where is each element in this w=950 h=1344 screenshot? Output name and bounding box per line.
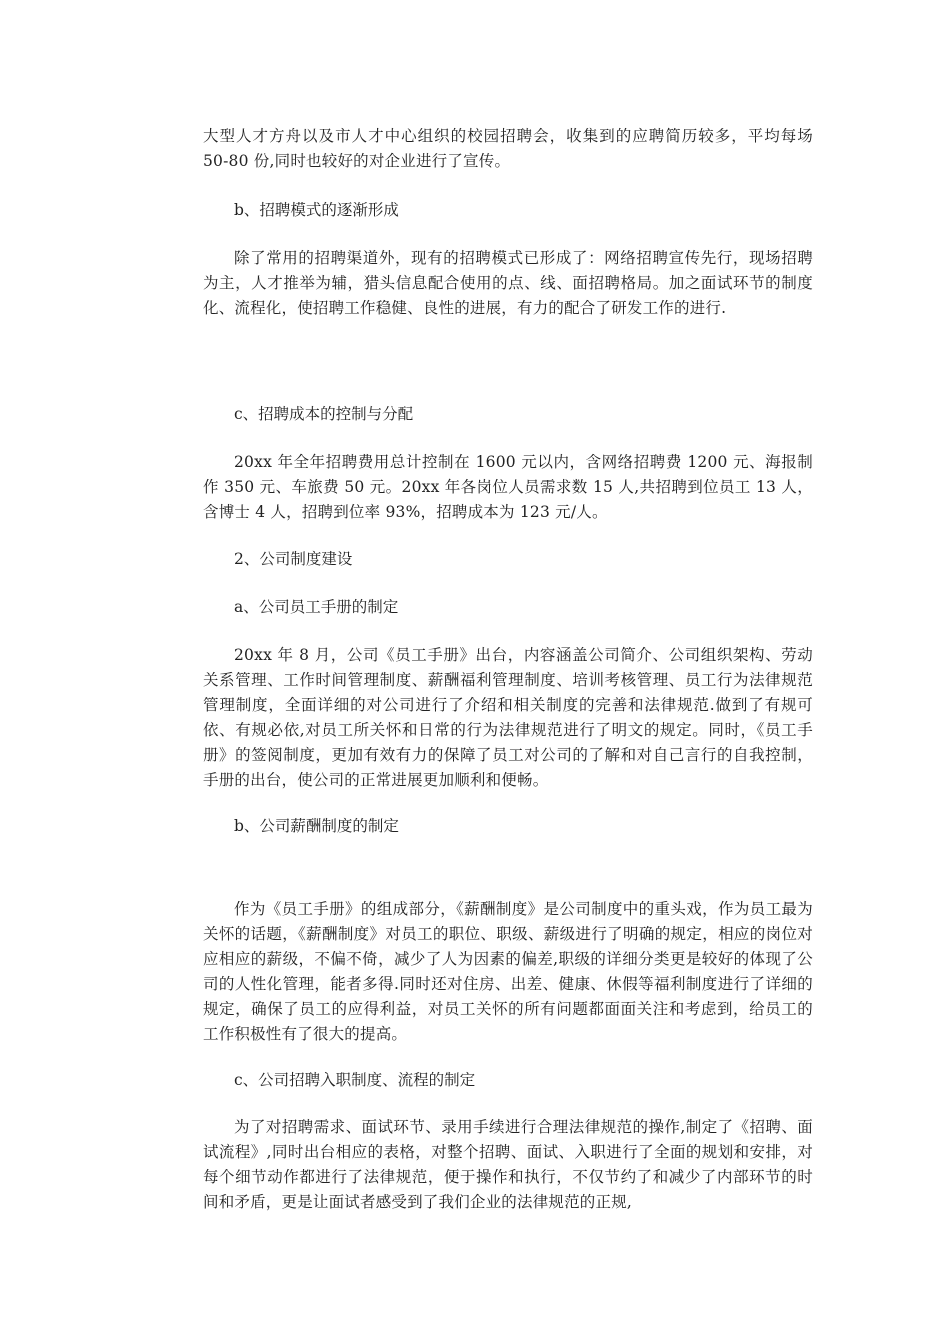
heading-recruitment-mode: b、招聘模式的逐渐形成: [234, 201, 399, 219]
heading-salary-system: b、公司薪酬制度的制定: [234, 817, 399, 835]
heading-employee-handbook: a、公司员工手册的制定: [234, 598, 399, 616]
paragraph-campus-recruitment: 大型人才方舟以及市人才中心组织的校园招聘会，收集到的应聘简历较多，平均每场 50-80 份,同时也较好的对企业进行了宣传。: [203, 127, 813, 170]
paragraph-salary-system: 作为《员工手册》的组成部分，《薪酬制度》是公司制度中的重头戏，作为员工最为关怀的话题，《薪酬制度》对员工的职位、职级、薪级进行了明确的规定，相应的岗位对应相应的薪级，不偏不倚，减少了人为因素的偏差,职级的详细分类更是较好的体现了公司的人性化管理，能者多得.同时还对住房、出差、健康、休假等福利制度进行了详细的规定，确保了员工的应得利益，对员工关怀的所有问题都面面关注和考虑到，给员工的工作积极性有了很大的提高。: [203, 900, 813, 1043]
heading-company-system: 2、公司制度建设: [234, 550, 353, 568]
paragraph-hiring-process: 为了对招聘需求、面试环节、录用手续进行合理法律规范的操作,制定了《招聘、面试流程》,同时出台相应的表格，对整个招聘、面试、入职进行了全面的规划和安排，对每个细节动作都进行了法律规范，便于操作和执行，不仅节约了和减少了内部环节的时间和矛盾，更是让面试者感受到了我们企业的法律规范的正规,: [203, 1118, 813, 1211]
heading-hiring-process: c、公司招聘入职制度、流程的制定: [234, 1071, 476, 1089]
paragraph-employee-handbook: 20xx 年 8 月，公司《员工手册》出台，内容涵盖公司简介、公司组织架构、劳动关系管理、工作时间管理制度、薪酬福利管理制度、培训考核管理、员工行为法律规范管理制度，全面详细的对公司进行了介绍和相关制度的完善和法律规范.做到了有规可依、有规必依,对员工所关怀和日常的行为法律规范进行了明文的规定。同时，《员工手册》的签阅制度，更加有效有力的保障了员工对公司的了解和对自己言行的自我控制，手册的出台，使公司的正常进展更加顺利和便畅。: [203, 646, 813, 789]
paragraph-recruitment-mode: 除了常用的招聘渠道外，现有的招聘模式已形成了：网络招聘宣传先行，现场招聘为主，人才推举为辅，猎头信息配合使用的点、线、面招聘格局。加之面试环节的制度化、流程化，使招聘工作稳健、良性的进展，有力的配合了研发工作的进行.: [203, 249, 813, 317]
paragraph-recruitment-cost: 20xx 年全年招聘费用总计控制在 1600 元以内，含网络招聘费 1200 元、海报制作 350 元、车旅费 50 元。20xx 年各岗位人员需求数 15 人,共招聘到位员工 13 人，含博士 4 人，招聘到位率 93%，招聘成本为 123 元/人。: [203, 453, 813, 521]
heading-recruitment-cost: c、招聘成本的控制与分配: [234, 405, 414, 423]
